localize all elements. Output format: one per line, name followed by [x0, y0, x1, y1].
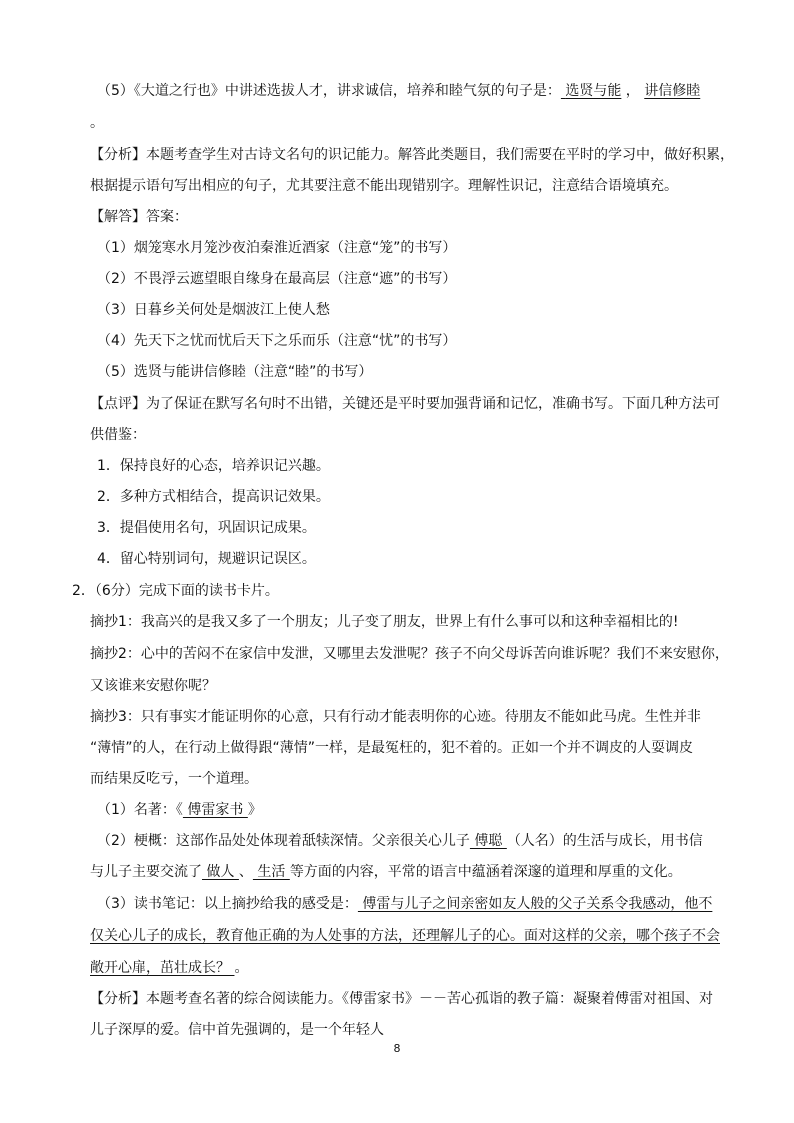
question-5-prefix: （5）《大道之行也》中讲述选拔人才，讲求诚信，培养和睦气氛的句子是：	[97, 83, 561, 99]
person-name-blank: 傅聪	[469, 833, 507, 849]
sub-question-2-line-2: 与儿子主要交流了 做人 、 生活 等方面的内容，平常的语言中蕴涵着深邃的道理和厚重的文化。	[90, 864, 682, 880]
excerpt-2-line-2: 又该谁来安慰你呢？	[90, 678, 216, 694]
topic-blank-1: 做人	[202, 864, 239, 880]
topic-blank-2: 生活	[252, 864, 290, 880]
sub-question-3-line-1: （3）读书笔记：以上摘抄给我的感受是： 傅雷与儿子之间亲密如友人般的父子关系令我感动，他不	[97, 896, 713, 912]
tip-3: 3．提倡使用名句，巩固识记成果。	[97, 520, 316, 536]
sub-question-1: （1）名著：《 傅雷家书 》	[97, 802, 262, 818]
question-5-line	[97, 81, 700, 101]
excerpt-2-line-1: 摘抄2：心中的苦闷不在家信中发泄，又哪里去发泄呢？孩子不向父母诉苦向谁诉呢？我们不来安慰你，	[90, 646, 729, 662]
excerpt-1: 摘抄1：我高兴的是我又多了一个朋友；儿子变了朋友，世界上有什么事可以和这种幸福相比的!	[90, 614, 679, 630]
reading-note-blank: 傅雷与儿子之间亲密如友人般的父子关系令我感动，他不	[357, 896, 713, 912]
answer-item-4: （4）先天下之忧而忧后天下之乐而乐（注意“忧”的书写）	[97, 333, 457, 349]
tip-1: 1．保持良好的心态，培养识记兴趣。	[97, 458, 330, 474]
comment-line-1: 【点评】为了保证在默写名句时不出错，关键还是平时要加强背诵和记忆，准确书写。下面几种方法可	[90, 396, 720, 412]
answer-item-2: （2）不畏浮云遮望眼自缘身在最高层（注意“遮”的书写）	[97, 271, 457, 287]
answer-blank-2: 讲信修睦	[644, 83, 701, 99]
sub-question-2-line-1: （2）梗概：这部作品处处体现着舐犊深情。父亲很关心儿子 傅聪 （人名）的生活与成长，用书信	[97, 833, 703, 849]
excerpt-3-line-3: 而结果反吃亏，一个道理。	[90, 771, 258, 787]
answer-heading: 【解答】答案：	[90, 209, 188, 225]
comment-line-2: 供借鉴：	[90, 427, 146, 443]
excerpt-3-line-2: “薄情”的人，在行动上做得跟“薄情”一样，是最冤枉的，犯不着的。正如一个并不调皮的人耍调皮	[90, 740, 694, 756]
answer-item-5: （5）选贤与能讲信修睦（注意“睦”的书写）	[97, 364, 373, 380]
blank-separator: ，	[621, 83, 645, 99]
analysis-2-line-2: 儿子深厚的爱。信中首先强调的，是一个年轻人	[90, 1022, 384, 1038]
analysis-line-2: 根据提示语句写出相应的句子，尤其要注意不能出现错别字。理解性识记，注意结合语境填充。	[90, 178, 678, 194]
answer-item-3: （3）日暮乡关何处是烟波江上使人愁	[97, 302, 330, 318]
answer-item-1: （1）烟笼寒水月笼沙夜泊秦淮近酒家（注意“笼”的书写）	[97, 240, 457, 256]
analysis-line-1: 【分析】本题考查学生对古诗文名句的识记能力。解答此类题目，我们需要在平时的学习中，做好积累，	[90, 147, 734, 163]
question-5-end: 。	[90, 115, 104, 131]
sub-question-3-line-3: 敞开心扉，茁壮成长？ 。	[90, 960, 249, 976]
tip-2: 2．多种方式相结合，提高识记效果。	[97, 489, 330, 505]
analysis-2-line-1: 【分析】本题考查名著的综合阅读能力。《傅雷家书》－－苦心孤诣的教子篇：凝聚着傅雷对祖国、对	[90, 991, 713, 1007]
question-2-title: 2．（6分）完成下面的读书卡片。	[72, 583, 279, 599]
tip-4: 4．留心特别词句，规避识记误区。	[97, 551, 316, 567]
page-number: 8	[393, 1042, 401, 1055]
excerpt-3-line-1: 摘抄3：只有事实才能证明你的心意，只有行动才能表明你的心迹。待朋友不能如此马虎。生性并非	[90, 709, 701, 725]
sub-question-3-line-2: 仅关心儿子的成长，教育他正确的为人处事的方法，还理解儿子的心。面对这样的父亲，哪个孩子不会	[90, 928, 720, 944]
book-title-blank: 傅雷家书	[182, 802, 248, 818]
answer-blank-1: 选贤与能	[565, 83, 622, 99]
